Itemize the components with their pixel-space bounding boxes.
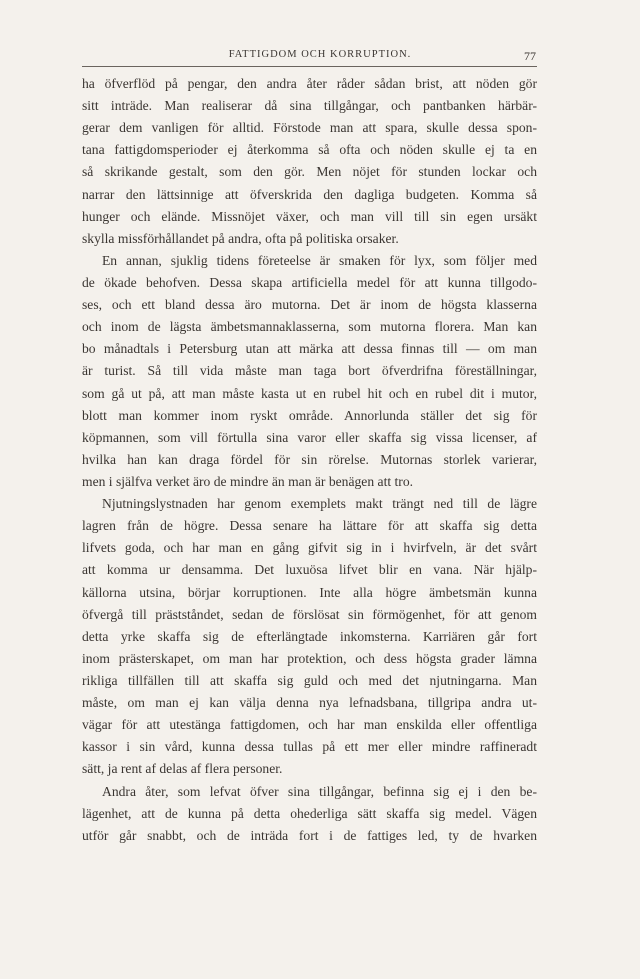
running-title: FATTIGDOM OCH KORRUPTION. (228, 49, 412, 60)
page-number: 77 (524, 49, 536, 63)
text-line: källorna utsina, börjar korruptionen. Inte alla högre ämbetsmän kunna (82, 584, 537, 600)
running-head (0, 47, 640, 67)
text-line: öfvergå till prästståndet, sedan de förslösat sin förmögenhet, för att genom (82, 606, 537, 622)
text-line: som gå ut på, att man måste kasta ut en rubel hit och en rubel dit i mutor, (82, 385, 537, 401)
text-line: sitt inträde. Man realiserar då sina tillgångar, och pantbanken härbär- (82, 98, 537, 114)
text-line: rikliga tillfällen till att skaffa sig guld och med det njutningarna. Man (82, 672, 537, 688)
text-line: de ökade behofven. Dessa skapa artificiella medel för att kunna tillgodo- (82, 274, 537, 290)
text-line: är turist. Så till vida måste man taga bort öfverdrifna föreställningar, (82, 363, 537, 379)
text-line: sätt, ja rent af delas af flera personer. (82, 761, 283, 777)
text-line: lägenhet, att de kunna på detta ohederliga sätt skaffa sig medel. Vägen (82, 805, 537, 821)
text-line: lagren från de högre. Dessa senare ha lättare för att skaffa sig detta (82, 518, 537, 534)
text-line: blott man kommer inom ryskt område. Annorlunda ställer det sig för (82, 407, 537, 423)
text-line: kassor i sin vård, kunna dessa tullas på ett mer eller mindre raffineradt (82, 739, 537, 755)
text-line: ha öfverflöd på pengar, den andra åter råder sådan brist, att nöden gör (82, 76, 537, 91)
text-line: och inom de lägsta ämbetsmannaklasserna, som mutorna florera. Man kan (82, 319, 537, 335)
text-line: gerar dem vanligen för alltid. Förstode man att spara, skulle dessa spon- (82, 120, 537, 136)
text-line: så skrikande gestalt, som den gör. Men nöjet för stunden lockar och (82, 164, 537, 180)
text-line: bo månadtals i Petersburg utan att märka att dessa finnas till — om man (82, 341, 537, 357)
text-line: inom prästerskapet, om man har protektion, och dess högsta grader lämna (82, 650, 537, 666)
text-line: skylla missförhållandet på andra, ofta på politiska orsaker. (82, 230, 399, 246)
text-line: hvilka han kan draga fördel för sin rörelse. Mutornas storlek varierar, (82, 451, 537, 467)
text-line: narrar den lättsinnige att öfverskrida den dagliga budgeten. Komma så (82, 186, 537, 202)
text-line: Njutningslystnaden har genom exemplets makt trängt ned till de lägre (102, 496, 537, 512)
text-line: köpmannen, som vill förtulla sina varor eller skaffa sig vissa licenser, af (82, 429, 537, 445)
text-line: En annan, sjuklig tidens företeelse är smaken för lyx, som följer med (102, 252, 537, 268)
text-line: Andra åter, som lefvat öfver sina tillgångar, befinna sig ej i den be- (102, 783, 537, 799)
text-line: utför går snabbt, och de inträda fort i de fattiges led, ty de hvarken (82, 827, 537, 843)
text-line: hunger och elände. Missnöjet växer, och man vill till sin egen ursäkt (82, 208, 537, 224)
header-rule (82, 66, 537, 67)
text-line: att komma ur densamma. Det luxuösa lifvet blir en vana. När hjälp- (82, 562, 537, 578)
text-line: tana fattigdomsperioder ej återkomma så ofta och nöden skulle ej ta en (82, 142, 537, 158)
text-line: måste, om man ej kan välja denna nya lefnadsbana, tillgripa andra ut- (82, 695, 537, 711)
body-text (82, 73, 537, 847)
text-line: vägar för att utestänga fattigdomen, och har man enskilda eller offentliga (82, 717, 537, 733)
text-line: detta yrke skaffa sig de efterlängtade inkomsterna. Karriären går fort (82, 628, 537, 644)
text-line: lifvets goda, och har man en gång gifvit sig in i hvirfveln, är det svårt (82, 540, 537, 556)
text-line: men i själfva verket äro de mindre än man är benägen att tro. (82, 473, 414, 489)
text-line: ses, och ett bland dessa äro mutorna. Det är inom de högsta klasserna (82, 297, 537, 313)
